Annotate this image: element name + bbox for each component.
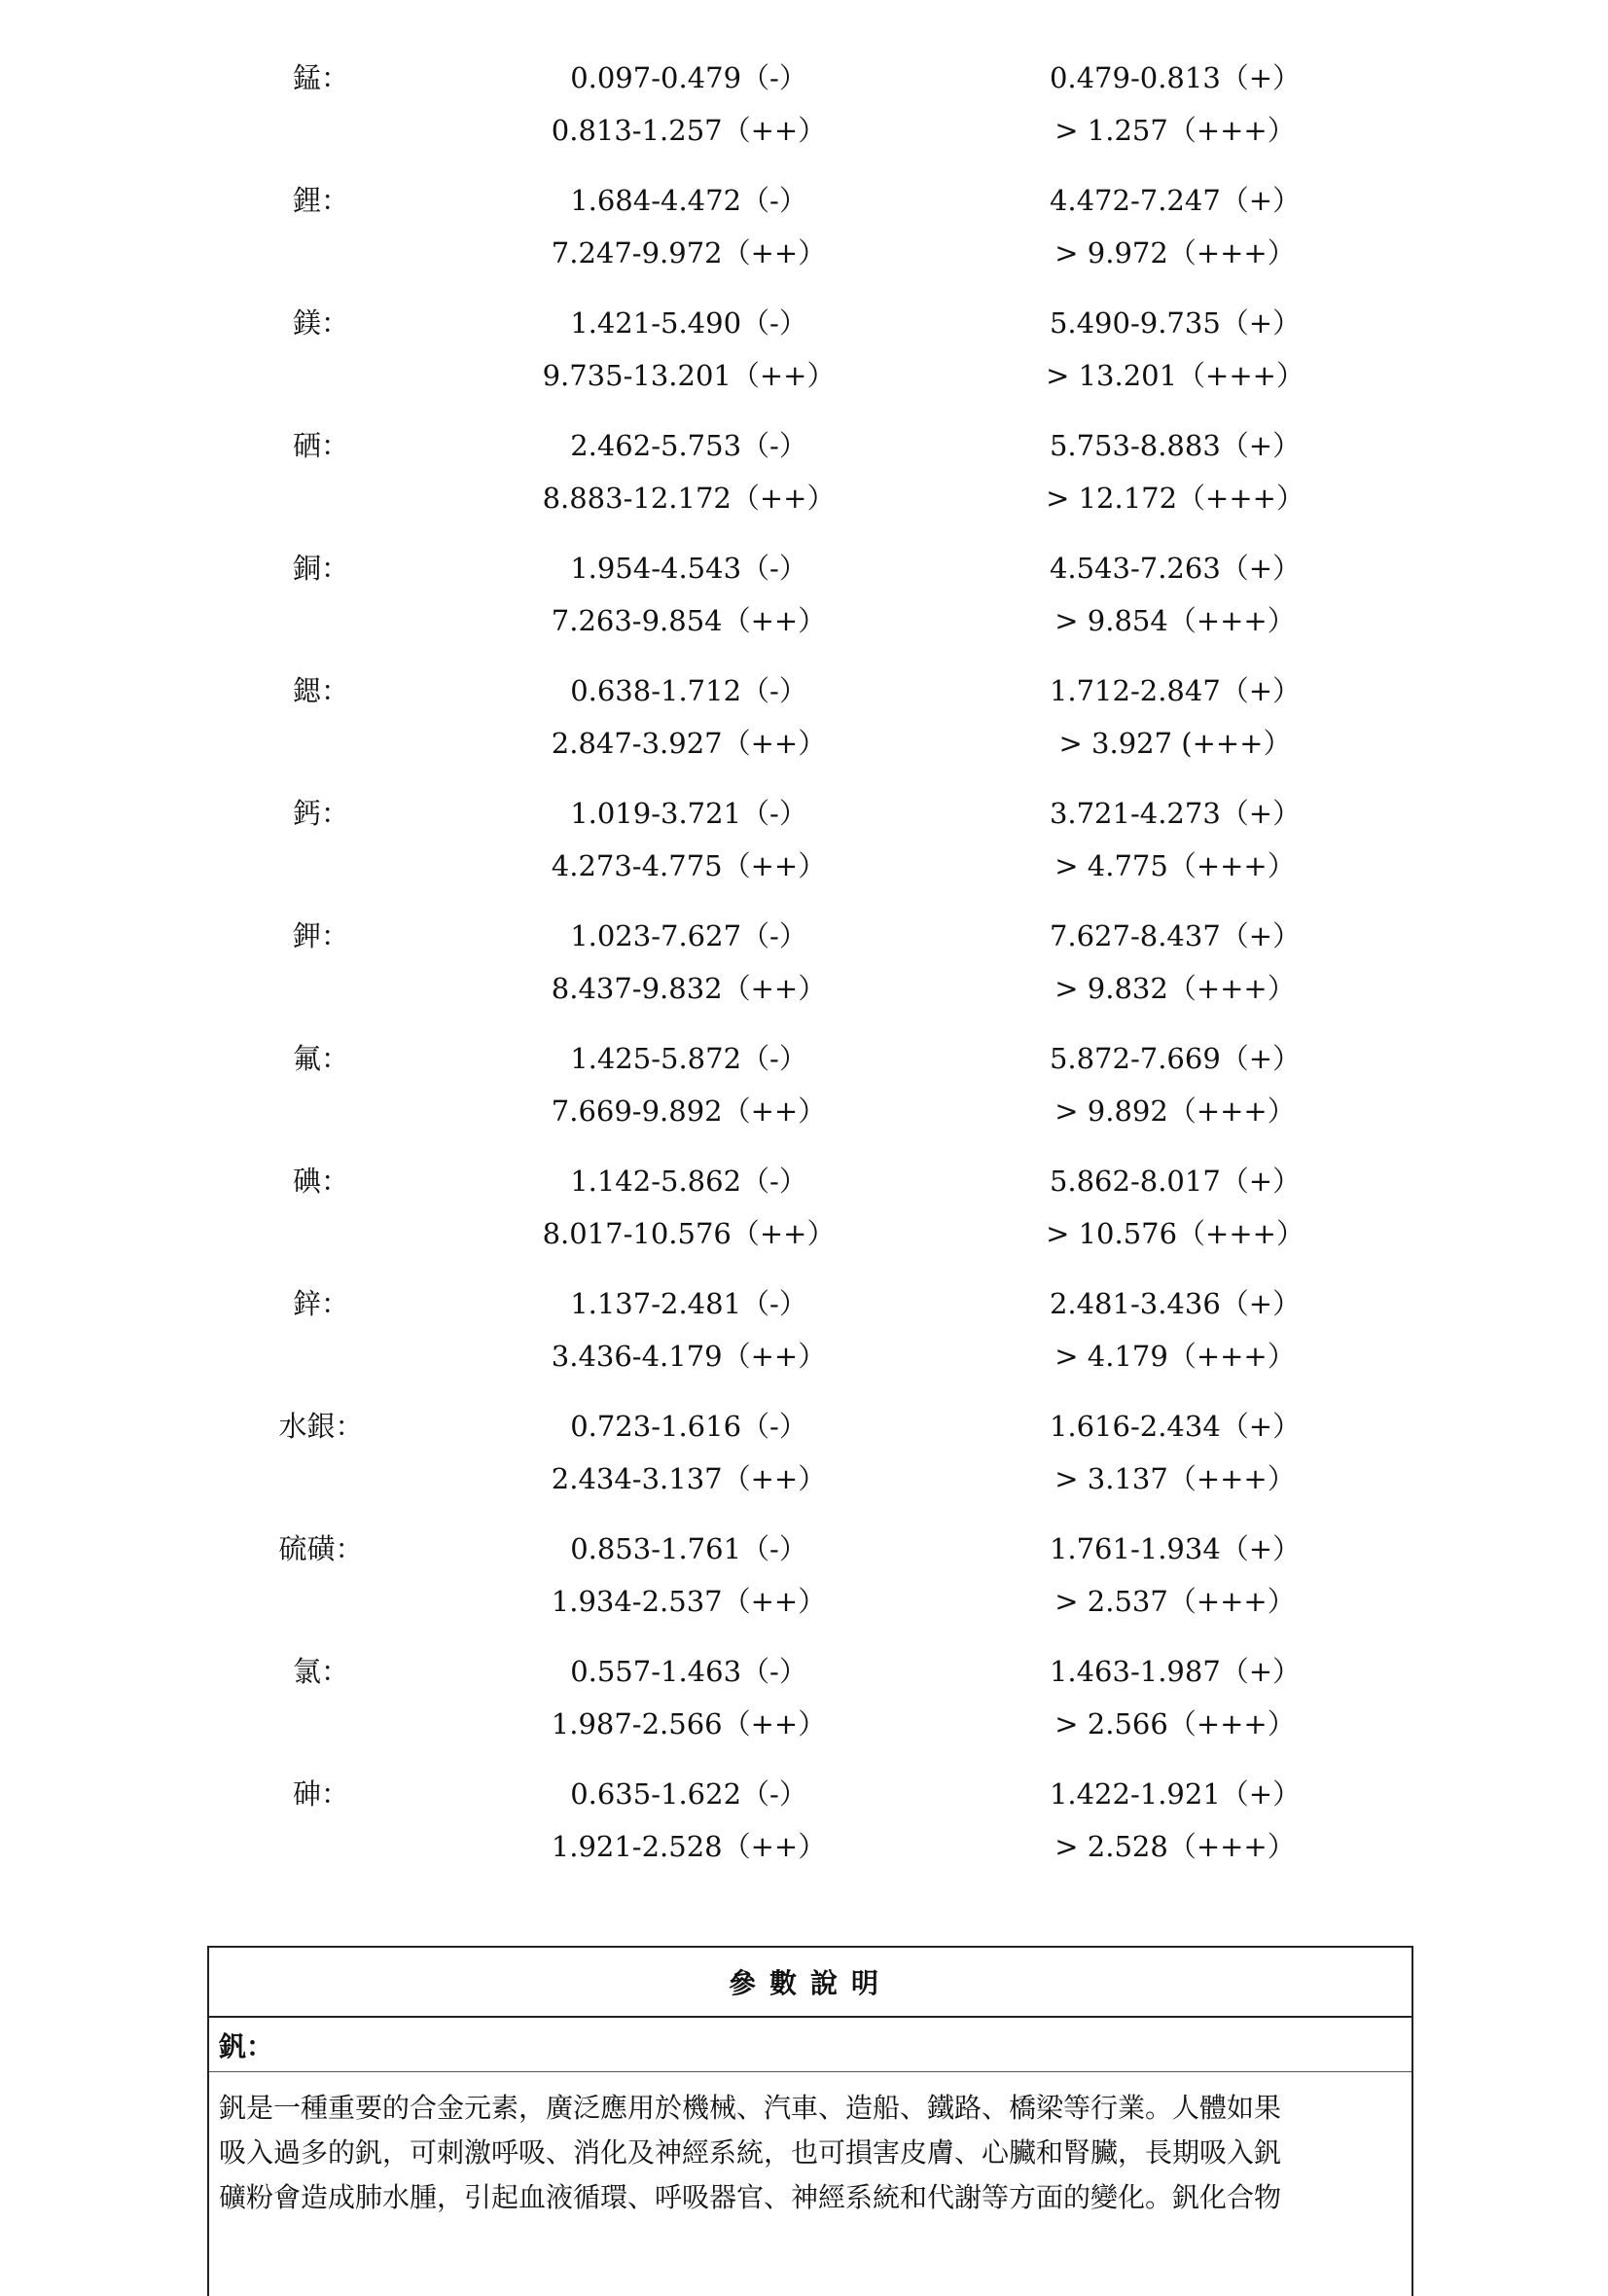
parameter-text: [209, 2072, 1411, 2220]
range-value: 1.023-7.627（-）: [570, 919, 807, 952]
range-value: 3.436-4.179（++）: [551, 1340, 827, 1373]
range-value: 0.097-0.479（-）: [570, 61, 807, 94]
element-name-text: 水銀：: [278, 1410, 364, 1443]
range-value: > 9.854（+++）: [1054, 604, 1296, 637]
range-value: > 12.172（+++）: [1046, 482, 1304, 515]
range-value: > 13.201（+++）: [1046, 359, 1304, 392]
element-block: [0, 1773, 1608, 1895]
range-value: 7.627-8.437（+）: [1049, 919, 1302, 952]
range-value: 2.847-3.927（++）: [551, 727, 827, 760]
element-block: [0, 1405, 1608, 1527]
element-block: [0, 1527, 1608, 1650]
range-value: 5.872-7.669（+）: [1049, 1042, 1302, 1075]
element-name-text: 氟：: [293, 1042, 350, 1075]
range-value: 0.557-1.463（-）: [570, 1655, 807, 1688]
range-value: > 3.137（+++）: [1054, 1462, 1296, 1495]
range-value: 1.954-4.543（-）: [570, 552, 807, 585]
range-value: 0.853-1.761（-）: [570, 1532, 807, 1565]
range-value: 2.481-3.436（+）: [1049, 1287, 1302, 1320]
parameter-heading: 釩：: [209, 2018, 1411, 2072]
element-name-text: 銅：: [293, 552, 350, 585]
range-value: 1.142-5.862（-）: [570, 1165, 807, 1198]
element-name-text: 鋰：: [293, 184, 350, 217]
element-block: [0, 547, 1608, 669]
range-value: 1.761-1.934（+）: [1049, 1532, 1302, 1565]
range-value: > 9.892（+++）: [1054, 1094, 1296, 1128]
element-block: [0, 179, 1608, 302]
range-value: 1.684-4.472（-）: [570, 184, 807, 217]
range-value: 3.721-4.273（+）: [1049, 797, 1302, 830]
range-value: 7.263-9.854（++）: [551, 604, 827, 637]
range-value: 1.421-5.490（-）: [570, 306, 807, 340]
range-value: 1.425-5.872（-）: [570, 1042, 807, 1075]
element-block: [0, 792, 1608, 915]
element-block: [0, 424, 1608, 547]
range-value: 1.987-2.566（++）: [551, 1707, 827, 1740]
range-value: 8.437-9.832（++）: [551, 972, 827, 1005]
element-block: [0, 302, 1608, 424]
range-value: > 10.576（+++）: [1046, 1217, 1304, 1250]
element-name-text: 鉀：: [293, 919, 350, 952]
element-block: [0, 669, 1608, 792]
parameter-text-line: 釩是一種重要的合金元素，廣泛應用於機械、汽車、造船、鐵路、橋梁等行業。人體如果: [219, 2092, 1282, 2124]
element-block: [0, 915, 1608, 1037]
element-name-text: 碘：: [293, 1165, 350, 1198]
element-name-text: 鋅：: [293, 1287, 350, 1320]
range-value: 7.669-9.892（++）: [551, 1094, 827, 1128]
element-name-text: 氯：: [293, 1655, 350, 1688]
element-name-text: 硒：: [293, 429, 350, 462]
element-block: [0, 56, 1608, 179]
element-name-text: 硫磺：: [278, 1532, 364, 1565]
parameter-description-box: [207, 1946, 1413, 2296]
range-value: 1.137-2.481（-）: [570, 1287, 807, 1320]
element-block: [0, 1037, 1608, 1160]
element-block: [0, 1282, 1608, 1405]
element-name-text: 鈣：: [293, 797, 350, 830]
range-value: > 4.179（+++）: [1054, 1340, 1296, 1373]
range-value: 0.635-1.622（-）: [570, 1777, 807, 1811]
element-name-text: 錳：: [293, 61, 350, 94]
range-value: 0.638-1.712（-）: [570, 674, 807, 707]
range-value: 8.883-12.172（++）: [542, 482, 836, 515]
element-block: [0, 1650, 1608, 1773]
range-value: 4.543-7.263（+）: [1049, 552, 1302, 585]
range-value: 2.462-5.753（-）: [570, 429, 807, 462]
element-name-text: 鎂：: [293, 306, 350, 340]
range-value: > 2.537（+++）: [1054, 1585, 1296, 1618]
range-value: > 9.972（+++）: [1054, 236, 1296, 269]
range-value: 1.019-3.721（-）: [570, 797, 807, 830]
element-name-text: 砷：: [293, 1777, 350, 1811]
element-name-text: 鍶：: [293, 674, 350, 707]
range-value: 5.490-9.735（+）: [1049, 306, 1302, 340]
range-value: 5.862-8.017（+）: [1049, 1165, 1302, 1198]
range-value: 1.422-1.921（+）: [1049, 1777, 1302, 1811]
parameter-box-title: 參數說明: [209, 1948, 1411, 2018]
range-value: 1.463-1.987（+）: [1049, 1655, 1302, 1688]
range-value: 5.753-8.883（+）: [1049, 429, 1302, 462]
range-value: > 4.775（+++）: [1054, 849, 1296, 882]
range-value: > 3.927 (+++）: [1058, 727, 1292, 760]
parameter-text-line: 礦粉會造成肺水腫，引起血液循環、呼吸器官、神經系統和代謝等方面的變化。釩化合物: [219, 2181, 1282, 2213]
range-value: 1.921-2.528（++）: [551, 1830, 827, 1863]
range-value: 1.712-2.847（+）: [1049, 674, 1302, 707]
range-value: 0.479-0.813（+）: [1049, 61, 1302, 94]
range-value: 1.934-2.537（++）: [551, 1585, 827, 1618]
parameter-text-line: 吸入過多的釩，可刺激呼吸、消化及神經系統，也可損害皮膚、心臟和腎臟，長期吸入釩: [219, 2136, 1282, 2169]
range-value: 1.616-2.434（+）: [1049, 1410, 1302, 1443]
range-value: 9.735-13.201（++）: [542, 359, 836, 392]
element-block: [0, 1160, 1608, 1282]
range-value: 7.247-9.972（++）: [551, 236, 827, 269]
range-value: > 2.566（+++）: [1054, 1707, 1296, 1740]
range-value: > 2.528（+++）: [1054, 1830, 1296, 1863]
range-value: 4.273-4.775（++）: [551, 849, 827, 882]
range-value: > 1.257（+++）: [1054, 114, 1296, 147]
range-value: 0.723-1.616（-）: [570, 1410, 807, 1443]
range-value: 0.813-1.257（++）: [551, 114, 827, 147]
range-value: 2.434-3.137（++）: [551, 1462, 827, 1495]
range-value: 8.017-10.576（++）: [542, 1217, 836, 1250]
range-value: > 9.832（+++）: [1054, 972, 1296, 1005]
range-value: 4.472-7.247（+）: [1049, 184, 1302, 217]
